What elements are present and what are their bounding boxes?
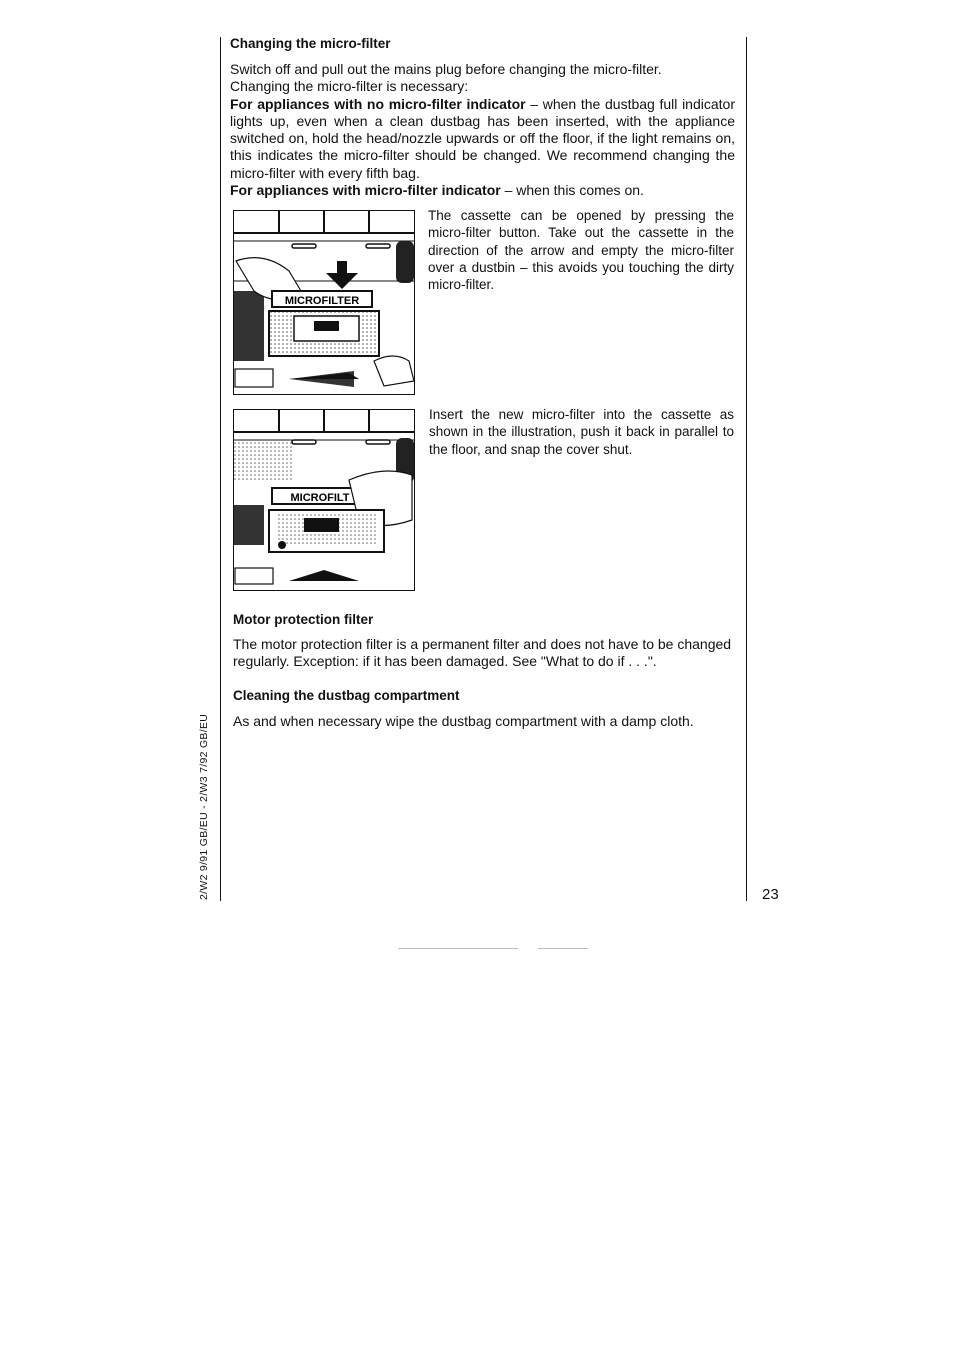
scan-artifact — [398, 948, 518, 949]
right-margin-rule — [746, 37, 747, 901]
with-indicator-paragraph — [230, 182, 735, 199]
no-indicator-label: For appliances with no micro-filter indicator — [230, 95, 526, 112]
no-indicator-text: – when the dustbag full indicator lights up, even when a clean dustbag has been inserted, with the appliance switched on, hold the head/nozzle upwards or off the floor, if the light remains on, this indicates the micro-filter should be changed. We recommend changing the micro-filter with every fifth bag. — [230, 95, 735, 181]
page-number: 23 — [762, 886, 779, 903]
with-indicator-text: – when this comes on. — [500, 182, 644, 199]
intro-text — [230, 61, 735, 199]
intro-line-2: Changing the micro-filter is necessary: — [230, 78, 469, 95]
figure2-caption: Insert the new micro-filter into the cassette as shown in the illustration, push it back in parallel to the floor, and snap the cover shut. — [429, 407, 734, 457]
scan-artifact — [538, 948, 588, 949]
with-indicator-label: For appliances with micro-filter indicator — [230, 182, 501, 199]
left-margin-rule — [220, 37, 221, 901]
figure2-label: MICROFILT — [290, 492, 350, 504]
section-heading-dustbag-compartment: Cleaning the dustbag compartment — [233, 688, 460, 703]
section-heading-motor-filter: Motor protection filter — [233, 612, 374, 627]
no-indicator-paragraph — [230, 96, 735, 182]
figure1-label: MICROFILTER — [284, 295, 360, 307]
illustration-remove-cassette — [233, 210, 415, 395]
intro-line-1: Switch off and pull out the mains plug before changing the micro-filter. — [230, 61, 662, 77]
section-heading-micro-filter: Changing the micro-filter — [230, 36, 391, 51]
figure1-caption: The cassette can be opened by pressing the micro-filter button. Take out the cassette in the direction of the arrow and empty the micro-filter over a dustbin – this avoids you touching the dirty micro-filter. — [428, 208, 734, 293]
illustration-insert-filter — [233, 409, 415, 591]
document-code: 2/W2 9/91 GB/EU - 2/W3 7/92 GB/EU — [198, 713, 210, 900]
dustbag-compartment-text: As and when necessary wipe the dustbag compartment with a damp cloth. — [233, 713, 694, 729]
motor-filter-text: The motor protection filter is a permanent filter and does not have to be changed regularly. Exception: if it has been damaged. See "What to do if . . .". — [233, 636, 732, 670]
